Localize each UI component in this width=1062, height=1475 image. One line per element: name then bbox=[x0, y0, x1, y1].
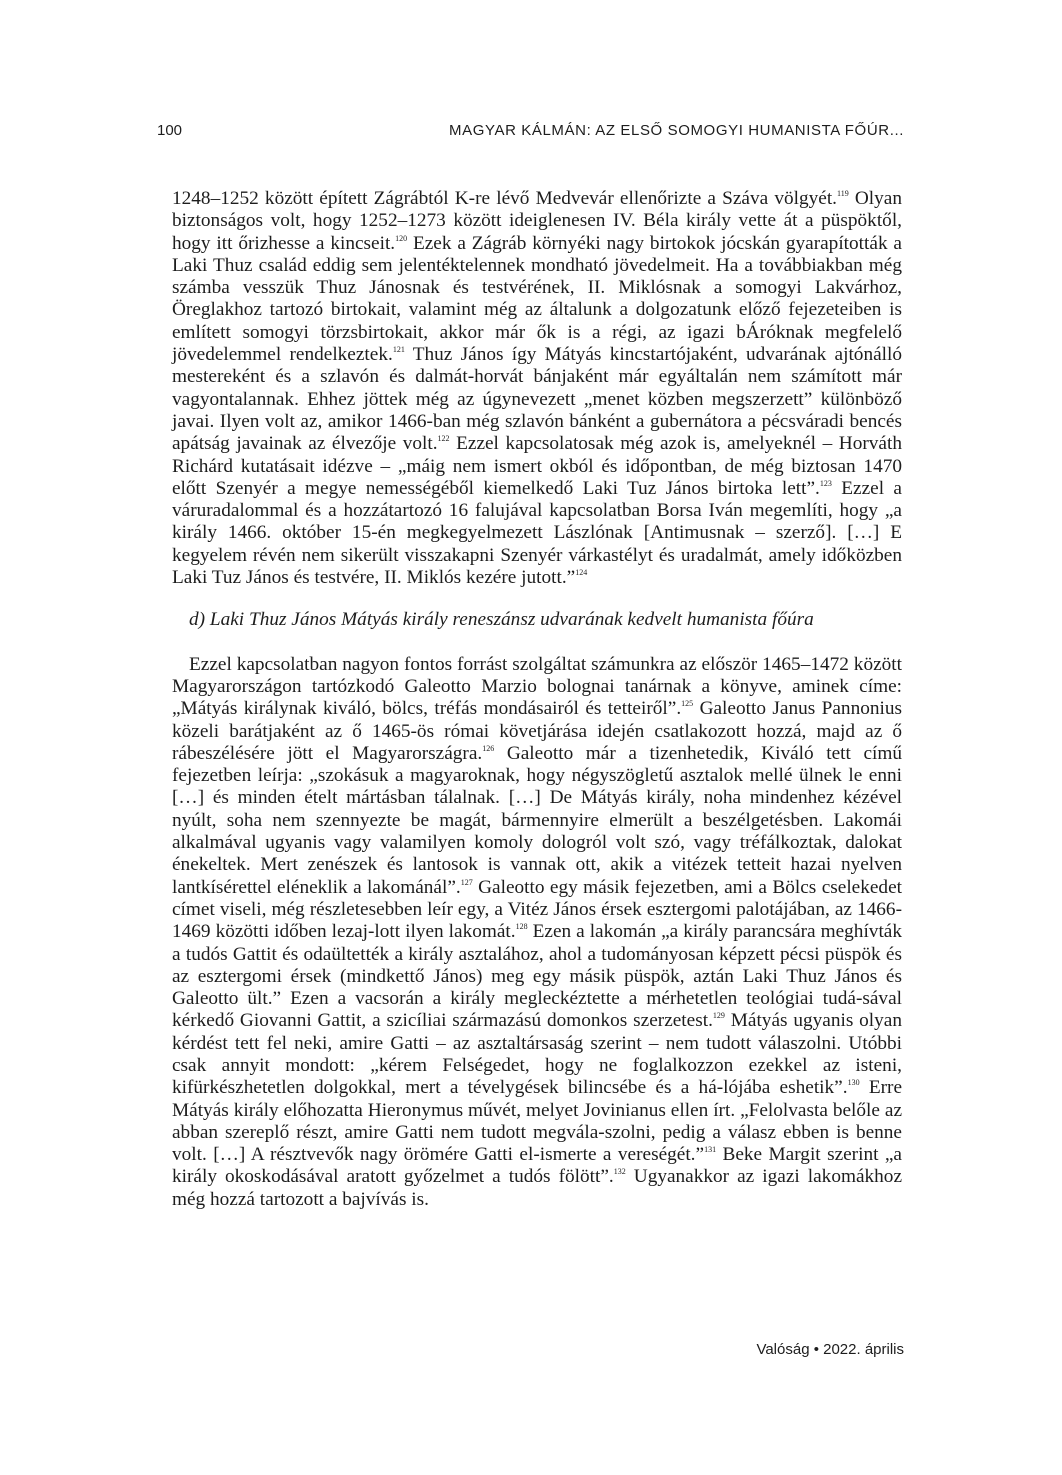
footnote-marker: 119 bbox=[837, 189, 849, 198]
text-run: Erre Mátyás király előhozatta Hieronymus művét, melyet Jovinianus ellen írt. „Felolvasta belőle az abban szereplő részt, amire Gatti nem tudott megvála-szolni, pedig a válasz ebben is benne volt. […] A résztvevők nagy örömére Gatti el-ismerte a vereségét.” bbox=[172, 1077, 903, 1166]
page-footer: Valóság • 2022. április bbox=[756, 1341, 904, 1358]
footnote-marker: 121 bbox=[392, 345, 405, 355]
page-header bbox=[157, 122, 904, 146]
footnote-marker: 127 bbox=[460, 877, 473, 887]
paragraph bbox=[172, 654, 902, 1211]
footnote-marker: 129 bbox=[712, 1011, 725, 1021]
text-run: Ugyanakkor az igazi lakomákhoz még hozzá tartozott a bajvívás is. bbox=[172, 1166, 903, 1210]
footnote-marker: 128 bbox=[515, 922, 528, 932]
footnote-marker: 126 bbox=[482, 743, 495, 753]
paragraph bbox=[172, 188, 902, 589]
footnote-marker: 120 bbox=[395, 233, 408, 243]
text-run: 1248–1252 között épített Zágrábtól K-re lévő Medvevár ellenőrizte a Száva völgyét. bbox=[172, 188, 837, 209]
text-run: Mátyás ugyanis olyan kérdést tett fel neki, amire Gatti – az asztaltársaság szerint – nem tudott válaszolni. Utóbbi csak annyit mondott: „kérem Felségedet, hogy ne foglalkozzon ezekkel az isteni, kifürkészhetetlen dolgokkal, mert a tévelygések bilincsébe és a há-lójába eshetik”. bbox=[172, 1010, 902, 1099]
text-run: Beke Margit szerint „a király okoskodásával aratott győzelmet a tudós fölött”. bbox=[172, 1144, 902, 1188]
footnote-marker: 122 bbox=[437, 434, 450, 444]
text-run: Ezzel kapcsolatosak még azok is, amelyeknél – Horváth Richárd kutatásait idézve – „máig nem ismert okból és időpontban, de még biztosan 1470 előtt Szenyér a megye nemességéből kiemelkedő Laki Tuz János birtoka lett”. bbox=[172, 433, 902, 499]
footnote-marker: 130 bbox=[847, 1078, 860, 1088]
text-run: Ezek a Zágráb környéki nagy birtokok jócskán gyarapították a Laki Thuz család eddig sem jelentéktelennek mondható jövedelmeit. Ha a továbbiakban még számba vesszük Thuz Jánosnak és testvérének, II. Miklósnak a somogyi Lakvárhoz, Öreglakhoz tartozó birtokait, valamint még az általunk a dolgozatunk előző fejezeteiben is említett somogyi törzsbirtokait, akkor már ők is a régi, az igazi bÁróknak megfelelő jövedelemmel rendelkeztek. bbox=[172, 232, 902, 366]
text-run: Galeotto már a tizenhetedik, Kiváló tett című fejezetben leírja: „szokásuk a magyaroknak, hogy négyszögletű asztalok mellé ülnek le enni […] és minden ételt mártásban tálalnak. […] De Mátyás király, noha mindenhez kézével nyúlt, soha nem szennyezte be magát, bármennyire elmerült a beszélgetésben. Lakomái alkalmával ugyanis vagy valamilyen komoly dologról volt szó, vagy tréfálkoztak, dalokat énekeltek. Mert zenészek és lantosok is vannak ott, akik a vitézek tetteit hazai nyelven lantkísérettel eléneklik a lakománál”. bbox=[172, 742, 902, 898]
text-run: Galeotto egy másik fejezetben, ami a Bölcs cselekedet címet viseli, még részletesebben leír egy, a Vitéz János érsek esztergomi palotájában, az 1466-1469 közötti időben lezaj-lott ilyen lakomát. bbox=[172, 876, 902, 943]
text-run: Ezzel kapcsolatban nagyon fontos forrást szolgáltat számunkra az először 1465–1472 között Magyarországon tartózkodó Galeotto Marzio bolognai tanárnak a könyve, aminek címe: „Mátyás királynak kiváló, bölcs, tréfás mondásairól és tetteiről”. bbox=[172, 653, 902, 720]
footnote-marker: 125 bbox=[681, 699, 694, 709]
running-title: MAGYAR KÁLMÁN: AZ ELSŐ SOMOGYI HUMANISTA FŐÚR... bbox=[449, 122, 904, 139]
footnote-marker: 123 bbox=[819, 478, 832, 488]
footnote-marker: 132 bbox=[613, 1167, 626, 1177]
article-body bbox=[172, 188, 902, 1211]
text-run: Ezen a lakomán „a király parancsára meghívták a tudós Gattit és odaültették a király asztalához, ahol a tudományosan képzett pécsi püspök és az esztergomi érsek (mindkettő János) meg egy másik püspök, aztán Laki Thuz János és Galeotto ült.” Ezen a vacsorán a király megleckéztette a mérhetetlen teológiai tudá-sával kérkedő Giovanni Gattit, a szicíliai származású domonkos szerzetest. bbox=[172, 921, 902, 1032]
text-run: Olyan biztonságos volt, hogy 1252–1273 között ideiglenesen IV. Béla király vette át a püspöktől, hogy itt őrizhesse a kincseit. bbox=[172, 188, 902, 254]
text-run: Thuz János így Mátyás kincstartójaként, udvarának ajtónálló mestereként és a szlavón és dalmát-horvát bánjaként már egyáltalán nem számított már vagyontalannak. Ehhez jöttek még az úgynevezett „menet közben megszerzett” különböző javai. Ilyen volt az, amikor 1466-ban még szlavón bánként a gubernátora a pécsváradi bencés apátság javainak az élvezője volt. bbox=[172, 344, 902, 455]
text-run: Galeotto Janus Pannonius közeli barátjaként az ő 1465-ös római követjárása idején csatlakozott hozzá, majd az ő rábeszélésére jött el Magyarországra. bbox=[172, 698, 903, 764]
text-run: Ezzel a váruradalommal és a hozzátartozó 16 falujával kapcsolatban Borsa Iván megemlíti, hogy „a király 1466. október 15-én megkegyelmezett Lászlónak [Antimusnak – szerző]. […] E kegyelem révén nem sikerült visszakapni Szenyér várkastélyt és uradalmát, amely időközben Laki Tuz János és testvére, II. Miklós kezére jutott.” bbox=[172, 477, 902, 589]
footnote-marker: 131 bbox=[704, 1145, 717, 1155]
page-number: 100 bbox=[157, 122, 183, 139]
footnote-marker: 124 bbox=[575, 568, 588, 578]
section-heading: d) Laki Thuz János Mátyás király reneszánsz udvarának kedvelt humanista főúra bbox=[189, 609, 814, 631]
